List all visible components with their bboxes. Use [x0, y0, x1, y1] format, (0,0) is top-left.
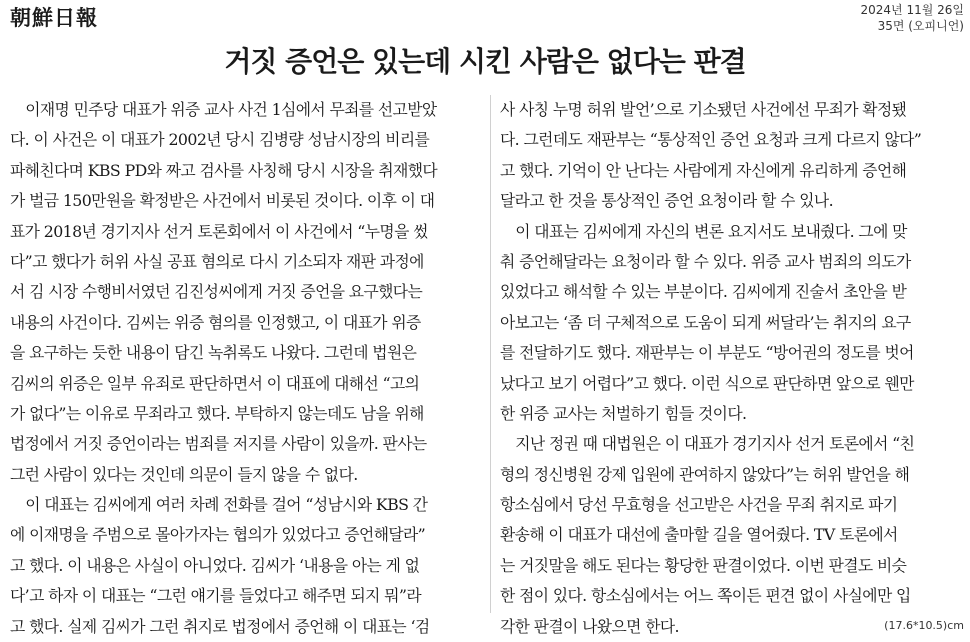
text-line: 다”고 했다가 허위 사실 공표 혐의로 다시 기소되자 재판 과정에 [10, 251, 424, 271]
text-line: 달라고 한 것을 통상적인 증언 요청이라 할 수 있나. [500, 191, 833, 211]
text-line: 이재명 민주당 대표가 위증 교사 사건 1심에서 무죄를 선고받았 [10, 100, 437, 119]
text-line: 법정에서 거짓 증언이라는 범죄를 저지를 사람이 있을까. 판사는 [10, 434, 427, 454]
text-line: 서 김 시장 수행비서였던 김진성씨에게 거짓 증언을 요구했다는 [10, 282, 423, 302]
dateline [861, 2, 964, 34]
column-divider [490, 95, 491, 613]
newspaper-masthead: 朝鮮日報 [10, 5, 98, 30]
text-line: 다. 이 사건은 이 대표가 2002년 당시 김병량 성남시장의 비리를 [10, 130, 430, 150]
text-line: 한 위증 교사는 처벌하기 힘들 것이다. [500, 403, 747, 423]
text-line: 있었다고 해석할 수 있는 부분이다. 김씨에게 진술서 초안을 받 [500, 282, 907, 302]
text-line: 이 대표는 김씨에게 여러 차례 전화를 걸어 “성남시와 KBS 간 [10, 495, 428, 515]
article-headline: 거짓 증언은 있는데 시킨 사람은 없다는 판결 [224, 45, 746, 78]
text-line: 에 이재명을 주범으로 몰아가자는 협의가 있었다고 증언해달라” [10, 525, 426, 545]
article-size-note: (17.6*10.5)cm [884, 619, 964, 632]
text-line: 가 없다”는 이유로 무죄라고 했다. 부탁하지 않는데도 남을 위해 [10, 403, 424, 423]
text-line: 그런 사람이 있다는 것인데 의문이 들지 않을 수 없다. [10, 464, 358, 484]
text-line: 를 전달하기도 했다. 재판부는 이 부분도 “방어권의 정도를 벗어 [500, 343, 914, 363]
text-line: 가 벌금 150만원을 확정받은 사건에서 비롯된 것이다. 이후 이 대 [10, 191, 435, 211]
text-line: 는 거짓말을 해도 된다는 황당한 판결이었다. 이번 판결도 비슷 [500, 555, 907, 575]
text-line: 났다고 보기 어렵다”고 했다. 이런 식으로 판단하면 앞으로 웬만 [500, 373, 914, 393]
text-line: 환송해 이 대표가 대선에 출마할 길을 열어줬다. TV 토론에서 [500, 525, 898, 545]
text-line: 다’고 하자 이 대표는 “그런 얘기를 들었다고 해주면 되지 뭐”라 [10, 586, 422, 606]
page-section: 35면 (오피니언) [877, 19, 964, 33]
text-line: 아보고는 ‘좀 더 구체적으로 도움이 되게 써달라’는 취지의 요구 [500, 312, 911, 332]
text-line: 고 했다. 실제 김씨가 그런 취지로 법정에서 증언해 이 대표는 ‘검 [10, 616, 430, 636]
text-line: 파헤친다며 KBS PD와 짜고 검사를 사칭해 당시 시장을 취재했다 [10, 160, 438, 180]
text-line: 항소심에서 당선 무효형을 선고받은 사건을 무죄 취지로 파기 [500, 495, 898, 515]
text-line: 이 대표는 김씨에게 자신의 변론 요지서도 보내줬다. 그에 맞 [500, 221, 907, 241]
text-line: 한 점이 있다. 항소심에서는 어느 쪽이든 편견 없이 사실에만 입 [500, 586, 911, 606]
text-line: 고 했다. 기억이 안 난다는 사람에게 자신에게 유리하게 증언해 [500, 160, 907, 180]
text-line: 사 사칭 누명 허위 발언’으로 기소됐던 사건에선 무죄가 확정됐 [500, 100, 907, 119]
publication-date: 2024년 11월 26일 [860, 3, 964, 17]
text-line: 춰 증언해달라는 요청이라 할 수 있다. 위증 교사 범죄의 의도가 [500, 251, 911, 271]
text-line: 내용의 사건이다. 김씨는 위증 혐의를 인정했고, 이 대표가 위증 [10, 312, 421, 332]
text-line: 지난 정권 때 대법원은 이 대표가 경기지사 선거 토론에서 “친 [500, 434, 915, 454]
text-line: 을 요구하는 듯한 내용이 담긴 녹취록도 나왔다. 그런데 법원은 [10, 343, 417, 363]
text-line: 김씨의 위증은 일부 유죄로 판단하면서 이 대표에 대해선 “고의 [10, 373, 420, 393]
article-column-left [10, 95, 482, 642]
text-line: 형의 정신병원 강제 입원에 관여하지 않았다”는 허위 발언을 해 [500, 464, 910, 484]
article-column-right [500, 95, 963, 642]
text-line: 표가 2018년 경기지사 선거 토론회에서 이 사건에서 “누명을 썼 [10, 221, 428, 241]
text-line: 각한 판결이 나왔으면 한다. [500, 616, 679, 636]
text-line: 고 했다. 이 내용은 사실이 아니었다. 김씨가 ‘내용을 아는 게 없 [10, 555, 420, 575]
text-line: 다. 그런데도 재판부는 “통상적인 증언 요청과 크게 다르지 않다” [500, 130, 922, 150]
